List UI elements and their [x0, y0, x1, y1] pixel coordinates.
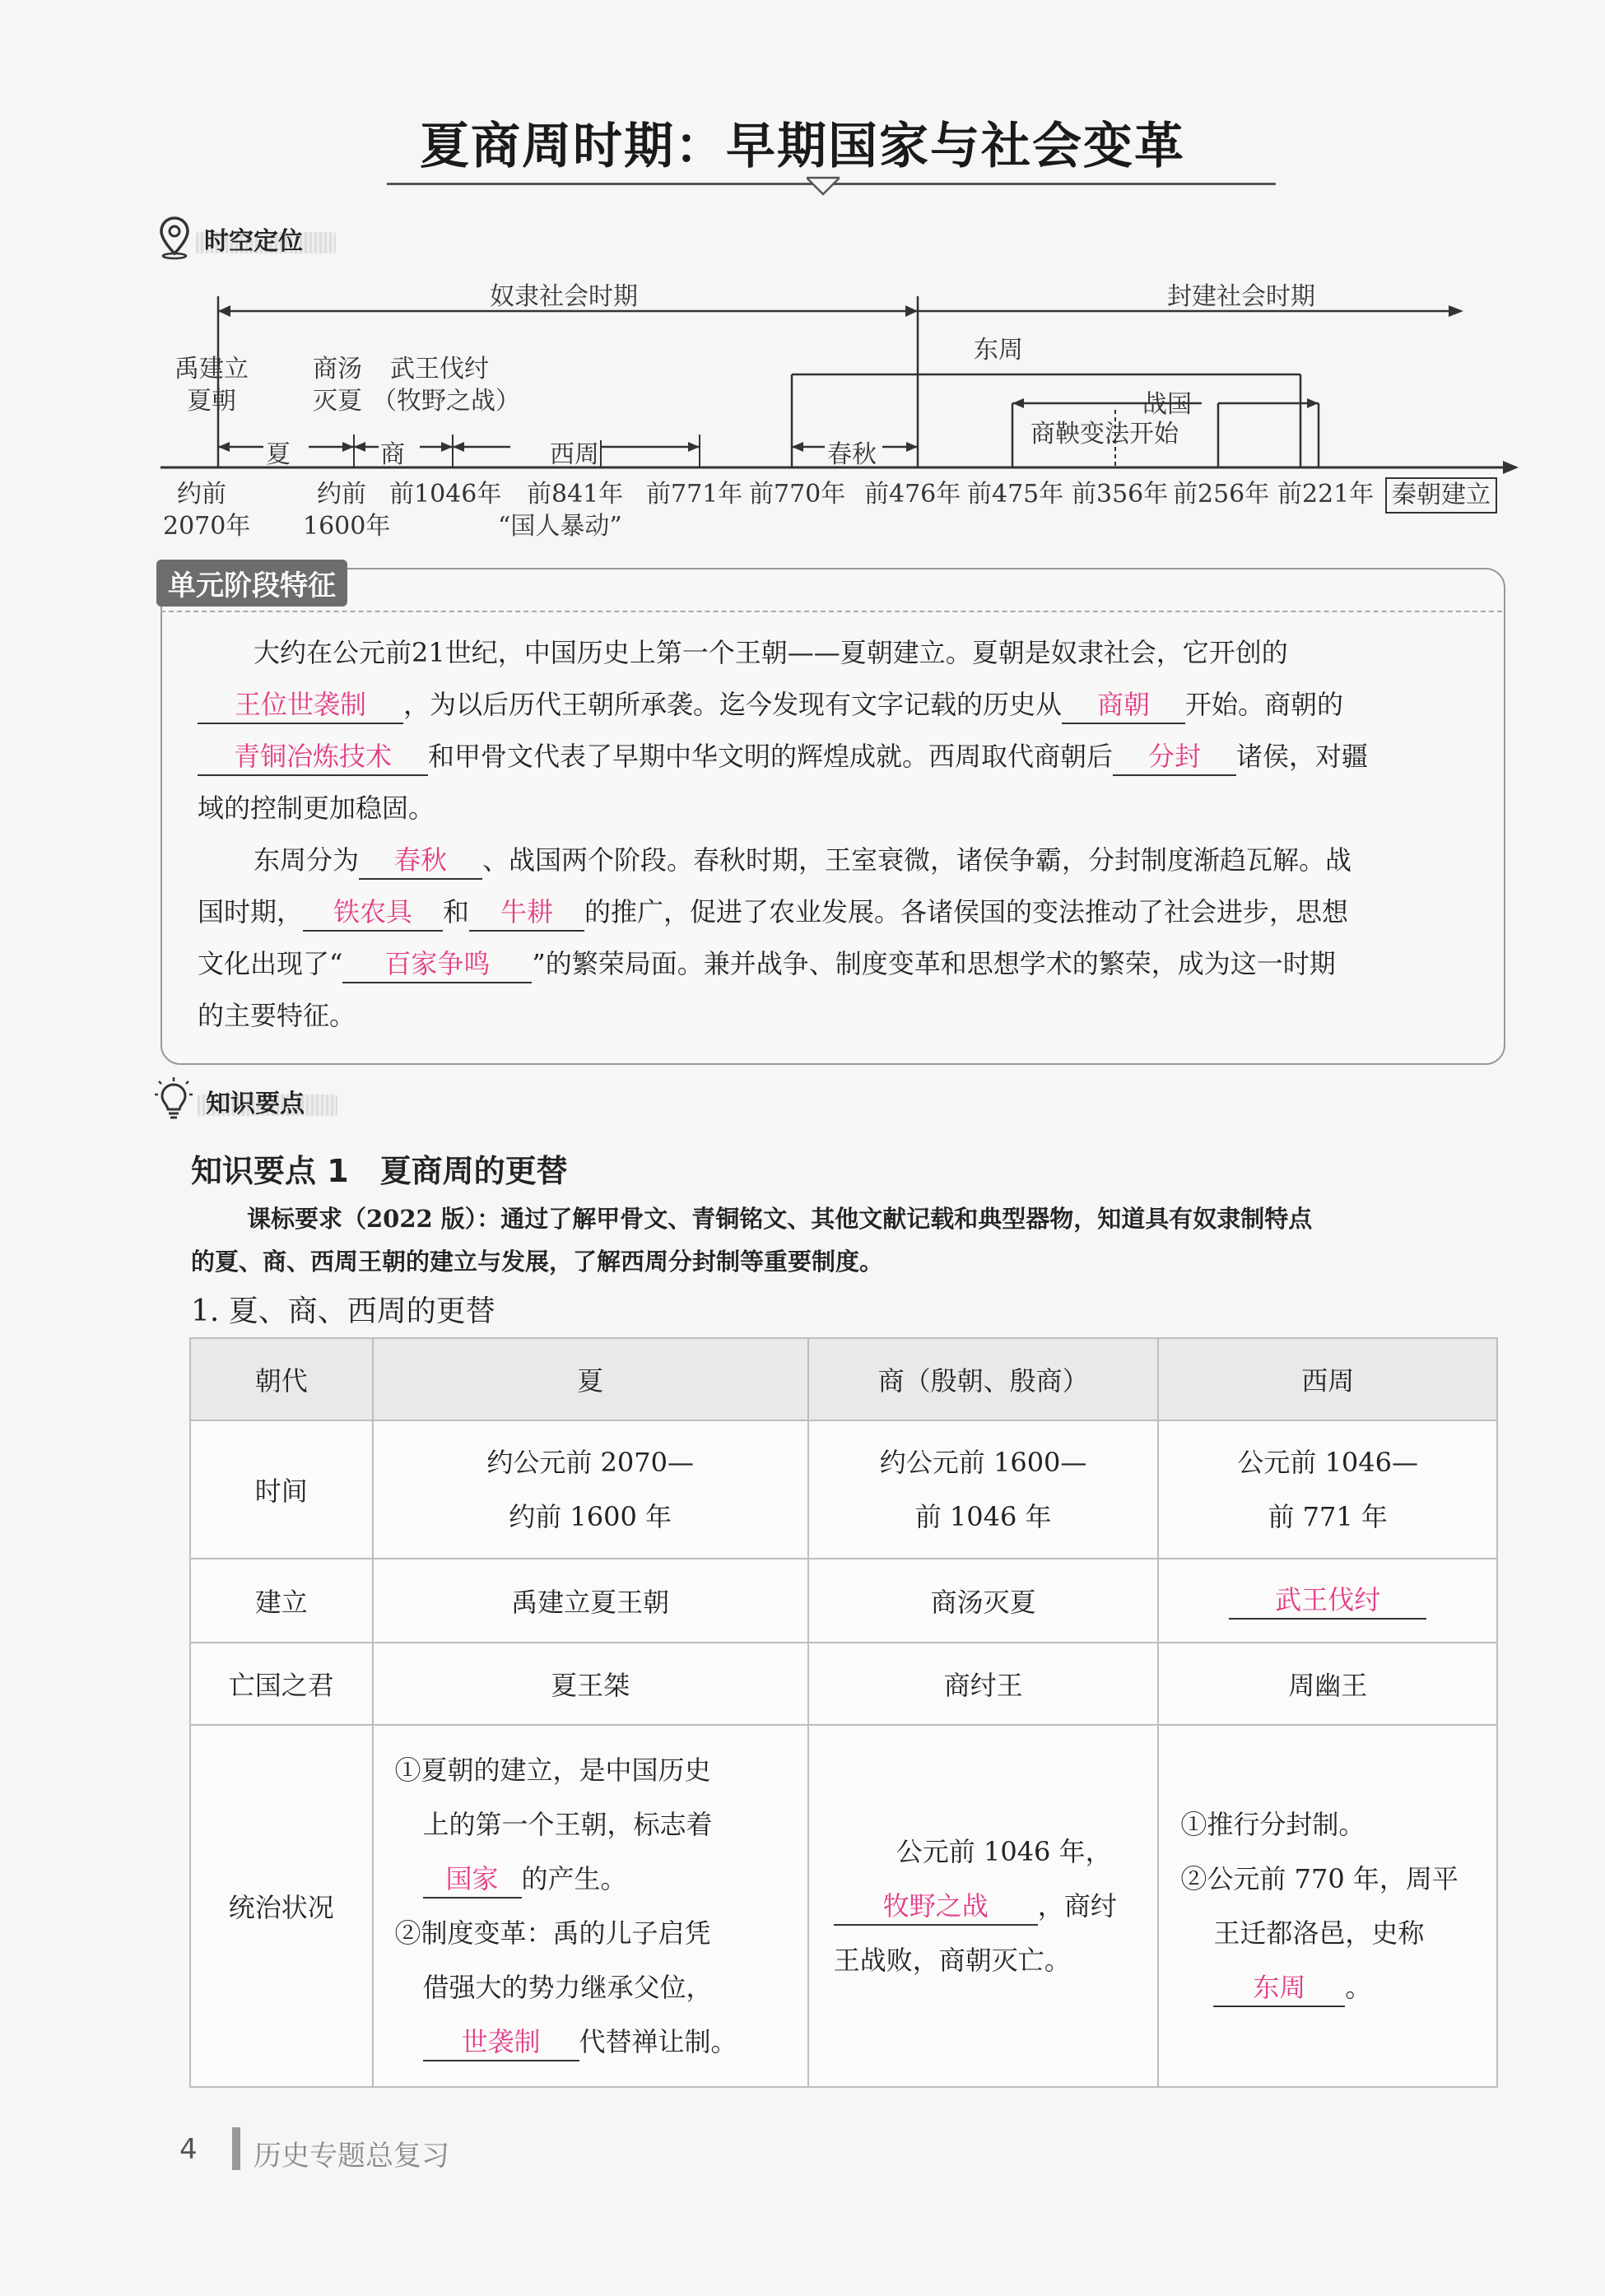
blank-fill: 国家 — [423, 1861, 522, 1899]
header-shang: 商（殷朝、殷商） — [808, 1338, 1159, 1420]
text: 开始。商朝的 — [1185, 689, 1344, 720]
tick-end-qin: 秦朝建立 — [1385, 477, 1497, 514]
era-xia: 夏 — [266, 440, 291, 469]
text: 约公元前 2070— — [486, 1447, 694, 1478]
header-xia: 夏 — [373, 1338, 808, 1420]
table-row — [190, 1643, 1497, 1725]
text: ②制度变革：禹的儿子启凭 — [394, 1917, 711, 1949]
event-wu-line2: （牧野之战） — [372, 387, 520, 416]
page-title: 夏商周时期：早期国家与社会变革 — [420, 118, 1185, 175]
tick-label: 前475年 — [967, 480, 1064, 509]
header-dynasty: 朝代 — [190, 1338, 373, 1420]
cell-shang-last: 商纣王 — [808, 1643, 1159, 1725]
tick-label: 2070年 — [163, 512, 251, 541]
cell-shang-time — [808, 1420, 1159, 1559]
title-notch-icon — [807, 176, 840, 196]
text: ②公元前 770 年，周平 — [1180, 1863, 1458, 1894]
blank-fill: 铁农具 — [303, 894, 443, 932]
text: 、战国两个阶段。春秋时期，王室衰微，诸侯争霸，分封制度渐趋瓦解。战 — [482, 844, 1352, 876]
text: 域的控制更加稳固。 — [198, 792, 435, 824]
blank-fill: 分封 — [1113, 738, 1236, 776]
row-label-found: 建立 — [190, 1559, 373, 1643]
cell-xia-rule — [373, 1725, 808, 2087]
footer-divider — [232, 2127, 240, 2170]
tick-label: 前356年 — [1072, 480, 1169, 509]
row-label-rule: 统治状况 — [190, 1725, 373, 2087]
dynasty-table — [189, 1337, 1498, 2088]
cell-shang-found: 商汤灭夏 — [808, 1559, 1159, 1643]
text: ①夏朝的建立，是中国历史 — [394, 1755, 711, 1786]
tick-label: 前771年 — [646, 480, 743, 509]
event-tang-line2: 灭夏 — [313, 387, 362, 416]
era-chunqiu: 春秋 — [827, 440, 877, 469]
text: ”的繁荣局面。兼并战争、制度变革和思想学术的繁荣，成为这一时期 — [532, 948, 1336, 979]
page-number: 4 — [179, 2133, 198, 2166]
blank-fill: 春秋 — [359, 842, 482, 880]
text: 前 1046 年 — [914, 1501, 1052, 1532]
tick-label: 约前 — [317, 480, 366, 509]
text: 前 771 年 — [1268, 1501, 1388, 1532]
curriculum-requirement-line1: 课标要求（2022 版）：通过了解甲骨文、青铜铭文、其他文献记载和典型器物，知道具有奴隶制特点 — [247, 1205, 1313, 1233]
cell-xia-time — [373, 1420, 808, 1559]
event-wu-line1: 武王伐纣 — [390, 355, 489, 383]
table-row — [190, 1559, 1497, 1643]
cell-xia-last: 夏王桀 — [373, 1643, 808, 1725]
text: 的主要特征。 — [198, 1000, 356, 1031]
blank-fill: 世袭制 — [423, 2024, 579, 2061]
event-warring-line1: 战国 — [1142, 390, 1192, 419]
text: 文化出现了“ — [198, 948, 343, 979]
text: 的推广，促进了农业发展。各诸侯国的变法推动了社会进步，思想 — [584, 896, 1349, 927]
lightbulb-icon — [155, 1076, 193, 1121]
text: 东周分为 — [254, 844, 360, 876]
tick-label: 前221年 — [1277, 480, 1375, 509]
era-shang: 商 — [380, 440, 405, 469]
table-row — [190, 1338, 1497, 1420]
text: 王战败，商朝灭亡。 — [833, 1945, 1071, 1976]
period-feudal-society: 封建社会时期 — [1167, 282, 1315, 311]
curriculum-requirement-line2: 的夏、商、西周王朝的建立与发展，了解西周分封制等重要制度。 — [191, 1248, 884, 1276]
cell-zhou-found — [1158, 1559, 1497, 1643]
cell-xia-found: 禹建立夏王朝 — [373, 1559, 808, 1643]
blank-fill: 东周 — [1213, 1969, 1345, 2007]
cell-zhou-time — [1158, 1420, 1497, 1559]
blank-fill: 牛耕 — [469, 894, 584, 932]
header-xizhou: 西周 — [1158, 1338, 1497, 1420]
tick-label: 前1046年 — [389, 480, 502, 509]
event-tang-line1: 商汤 — [313, 355, 362, 383]
event-warring-line2: 商鞅变法开始 — [1030, 420, 1179, 449]
tick-label: 前841年 — [527, 480, 624, 509]
text: 大约在公元前21世纪，中国历史上第一个王朝——夏朝建立。夏朝是奴隶社会，它开创的 — [254, 637, 1288, 668]
row-label-last-ruler: 亡国之君 — [190, 1643, 373, 1725]
blank-fill: 青铜冶炼技术 — [198, 738, 428, 776]
text: 上的第一个王朝，标志着 — [422, 1809, 713, 1840]
text: 约公元前 1600— — [879, 1447, 1087, 1478]
tick-label: 前476年 — [864, 480, 961, 509]
text: 约前 1600 年 — [509, 1501, 672, 1532]
text: 王迁都洛邑，史称 — [1213, 1917, 1425, 1949]
knowledge-point-title: 知识要点 1 夏商周的更替 — [191, 1153, 568, 1189]
text: 国时期， — [198, 896, 304, 927]
label-eastern-zhou: 东周 — [974, 336, 1023, 365]
tick-label: “国人暴动” — [498, 512, 622, 541]
text: ，为以后历代王朝所承袭。迄今发现有文字记载的历史从 — [403, 689, 1063, 720]
subsection-title: 1. 夏、商、西周的更替 — [191, 1294, 495, 1328]
text: 和 — [443, 896, 470, 927]
event-yu-line2: 夏朝 — [187, 387, 236, 416]
blank-fill: 商朝 — [1062, 686, 1185, 724]
location-pin-icon — [158, 216, 191, 260]
text: 借强大的势力继承父位， — [422, 1972, 713, 2003]
section-heading-knowledge: 知识要点 — [206, 1090, 305, 1118]
blank-fill: 百家争鸣 — [342, 946, 532, 983]
text: 公元前 1046 年， — [896, 1836, 1112, 1867]
blank-fill: 王位世袭制 — [198, 686, 403, 724]
section-heading-stage-features: 单元阶段特征 — [156, 560, 347, 607]
stage-paragraph — [198, 627, 1482, 1042]
blank-fill: 武王伐纣 — [1229, 1582, 1426, 1620]
blank-fill: 牧野之战 — [834, 1888, 1038, 1926]
table-row — [190, 1725, 1497, 2087]
text: 代替禅让制。 — [579, 2026, 737, 2057]
text: 诸侯，对疆 — [1236, 741, 1369, 772]
cell-shang-rule — [808, 1725, 1159, 2087]
text: ，商纣 — [1037, 1890, 1117, 1922]
text: 。 — [1345, 1972, 1372, 2003]
table-row — [190, 1420, 1497, 1559]
box-divider — [160, 611, 1502, 612]
text: 的产生。 — [521, 1863, 627, 1894]
tick-label: 前770年 — [749, 480, 846, 509]
event-yu-line1: 禹建立 — [174, 355, 249, 383]
tick-label: 前256年 — [1173, 480, 1270, 509]
text: ①推行分封制。 — [1180, 1809, 1365, 1840]
section-heading-space-time: 时空定位 — [204, 227, 303, 256]
text: 和甲骨文代表了早期中华文明的辉煌成就。西周取代商朝后 — [428, 741, 1114, 772]
cell-zhou-last: 周幽王 — [1158, 1643, 1497, 1725]
book-title: 历史专题总复习 — [254, 2140, 449, 2173]
tick-label: 约前 — [177, 480, 226, 509]
row-label-time: 时间 — [190, 1420, 373, 1559]
cell-zhou-rule — [1158, 1725, 1497, 2087]
era-xizhou: 西周 — [550, 440, 599, 469]
text: 公元前 1046— — [1237, 1447, 1419, 1478]
period-slave-society: 奴隶社会时期 — [490, 282, 638, 311]
tick-label: 1600年 — [303, 512, 391, 541]
